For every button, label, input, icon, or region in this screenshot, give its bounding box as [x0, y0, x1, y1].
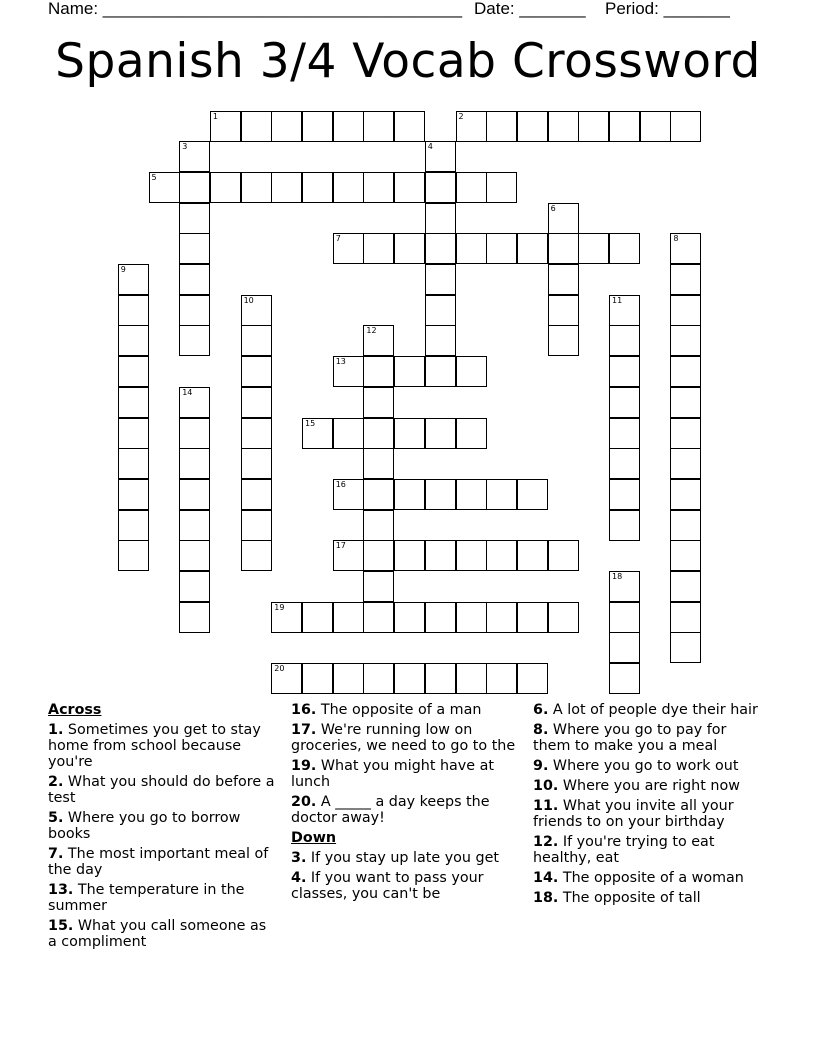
crossword-cell[interactable] — [118, 387, 149, 418]
clue-number: 7 — [335, 234, 341, 244]
clue-number: 4 — [427, 142, 433, 152]
period-field[interactable]: Period: _______ — [605, 0, 730, 18]
crossword-cell[interactable] — [271, 111, 302, 142]
clues-column-2 — [291, 702, 516, 906]
crossword-cell[interactable] — [118, 448, 149, 479]
crossword-cell[interactable] — [609, 111, 640, 142]
crossword-cell[interactable] — [425, 479, 456, 510]
crossword-cell[interactable] — [425, 264, 456, 295]
crossword-cell[interactable] — [456, 479, 487, 510]
crossword-cell[interactable] — [486, 602, 517, 633]
crossword-cell[interactable] — [179, 479, 210, 510]
crossword-cell[interactable] — [425, 233, 456, 264]
crossword-cell[interactable] — [363, 356, 394, 387]
across-clues-list — [48, 722, 276, 950]
crossword-cell[interactable] — [456, 172, 487, 203]
crossword-cell[interactable] — [271, 172, 302, 203]
crossword-cell[interactable] — [425, 325, 456, 356]
crossword-cell[interactable] — [118, 264, 149, 295]
clue-item-text: Sometimes you get to stay home from school because you're — [48, 722, 261, 770]
crossword-cell[interactable] — [333, 111, 364, 142]
crossword-cell[interactable] — [394, 663, 425, 694]
date-field[interactable]: Date: _______ — [474, 0, 586, 18]
crossword-cell[interactable] — [363, 602, 394, 633]
clue-item — [533, 834, 763, 866]
crossword-cell[interactable] — [670, 387, 701, 418]
crossword-cell[interactable] — [241, 325, 272, 356]
clue-item-text: If you want to pass your classes, you can't be — [291, 870, 484, 902]
crossword-cell[interactable] — [118, 510, 149, 541]
crossword-cell[interactable] — [271, 602, 302, 633]
crossword-cell[interactable] — [548, 540, 579, 571]
clue-item-number: 16. — [291, 702, 317, 718]
clue-item-text: What you should do before a test — [48, 774, 275, 806]
crossword-cell[interactable] — [179, 418, 210, 449]
crossword-cell[interactable] — [241, 479, 272, 510]
crossword-cell[interactable] — [179, 325, 210, 356]
clue-number: 19 — [274, 602, 285, 612]
clue-item — [533, 702, 763, 718]
crossword-cell[interactable] — [486, 540, 517, 571]
crossword-cell[interactable] — [118, 479, 149, 510]
clue-item-number: 6. — [533, 702, 549, 718]
clue-item-text: If you're trying to eat healthy, eat — [533, 834, 715, 866]
clue-item-number: 11. — [533, 798, 559, 814]
crossword-cell[interactable] — [425, 663, 456, 694]
clue-item — [533, 722, 763, 754]
crossword-cell[interactable] — [425, 203, 456, 234]
down-heading: Down — [291, 830, 337, 846]
crossword-cell[interactable] — [394, 233, 425, 264]
clue-item-number: 5. — [48, 810, 64, 826]
clue-item-number: 4. — [291, 870, 307, 886]
clue-item — [291, 850, 516, 866]
clue-item — [291, 702, 516, 718]
crossword-cell[interactable] — [363, 571, 394, 602]
clue-item-text: The most important meal of the day — [48, 846, 269, 878]
clue-number: 2 — [458, 111, 464, 121]
clue-item-text: The opposite of a woman — [558, 870, 744, 886]
crossword-cell[interactable] — [548, 203, 579, 234]
clue-item-number: 7. — [48, 846, 64, 862]
crossword-cell[interactable] — [670, 448, 701, 479]
crossword-cell[interactable] — [548, 602, 579, 633]
crossword-cell[interactable] — [241, 540, 272, 571]
crossword-cell[interactable] — [179, 571, 210, 602]
clue-item-text: Where you go to borrow books — [48, 810, 241, 842]
crossword-cell[interactable] — [394, 479, 425, 510]
clue-number: 1 — [212, 111, 218, 121]
crossword-cell[interactable] — [118, 295, 149, 326]
crossword-cell[interactable] — [118, 325, 149, 356]
clue-item — [48, 918, 276, 950]
crossword-cell[interactable] — [394, 111, 425, 142]
crossword-cell[interactable] — [179, 203, 210, 234]
clue-item-number: 9. — [533, 758, 549, 774]
clue-item-text: If you stay up late you get — [306, 850, 500, 866]
clue-item-number: 14. — [533, 870, 559, 886]
crossword-cell[interactable] — [394, 418, 425, 449]
clue-item — [533, 778, 763, 794]
clue-item-number: 15. — [48, 918, 74, 934]
clue-item — [48, 846, 276, 878]
crossword-cell[interactable] — [609, 571, 640, 602]
crossword-cell[interactable] — [425, 418, 456, 449]
clue-item-number: 3. — [291, 850, 307, 866]
crossword-cell[interactable] — [363, 418, 394, 449]
crossword-cell[interactable] — [425, 295, 456, 326]
crossword-cell[interactable] — [394, 540, 425, 571]
clue-item-text: The opposite of a man — [316, 702, 482, 718]
clue-number: 17 — [335, 541, 346, 551]
crossword-cell[interactable] — [363, 172, 394, 203]
crossword-cell[interactable] — [118, 356, 149, 387]
crossword-cell[interactable] — [394, 602, 425, 633]
crossword-cell[interactable] — [517, 602, 548, 633]
crossword-cell[interactable] — [210, 172, 241, 203]
clue-item-text: What you invite all your friends to on your birthday — [533, 798, 734, 830]
clue-item — [291, 722, 516, 754]
crossword-cell[interactable] — [456, 233, 487, 264]
name-field[interactable]: Name: ______________________________________ — [48, 0, 463, 18]
crossword-cell[interactable] — [548, 264, 579, 295]
crossword-cell[interactable] — [670, 571, 701, 602]
crossword-cell[interactable] — [486, 479, 517, 510]
clue-number: 13 — [335, 357, 346, 367]
crossword-cell[interactable] — [670, 418, 701, 449]
clue-item-text: Where you are right now — [558, 778, 740, 794]
clue-item — [48, 774, 276, 806]
crossword-cell[interactable] — [517, 663, 548, 694]
crossword-cell[interactable] — [333, 233, 364, 264]
crossword-cell[interactable] — [670, 602, 701, 633]
crossword-cell[interactable] — [486, 172, 517, 203]
crossword-cell[interactable] — [363, 540, 394, 571]
crossword-cell[interactable] — [425, 540, 456, 571]
clue-item-text: A _____ a day keeps the doctor away! — [291, 794, 490, 826]
crossword-cell[interactable] — [548, 295, 579, 326]
crossword-cell[interactable] — [179, 387, 210, 418]
clue-item — [48, 882, 276, 914]
clue-number: 16 — [335, 479, 346, 489]
clue-item-text: Where you go to pay for them to make you a meal — [533, 722, 727, 754]
clue-item-number: 8. — [533, 722, 549, 738]
crossword-cell[interactable] — [241, 111, 272, 142]
crossword-cell[interactable] — [670, 264, 701, 295]
crossword-cell[interactable] — [302, 418, 333, 449]
crossword-cell[interactable] — [670, 632, 701, 663]
crossword-cell[interactable] — [609, 602, 640, 633]
crossword-cell[interactable] — [271, 663, 302, 694]
crossword-cell[interactable] — [363, 325, 394, 356]
clue-item-text: What you might have at lunch — [291, 758, 494, 790]
crossword-cell[interactable] — [548, 325, 579, 356]
crossword-cell[interactable] — [670, 356, 701, 387]
crossword-cell[interactable] — [425, 602, 456, 633]
crossword-cell[interactable] — [609, 632, 640, 663]
clue-item — [533, 798, 763, 830]
crossword-cell[interactable] — [179, 448, 210, 479]
crossword-cell[interactable] — [670, 295, 701, 326]
clue-item — [48, 722, 276, 770]
crossword-cell[interactable] — [456, 356, 487, 387]
clue-number: 12 — [366, 326, 377, 336]
crossword-cell[interactable] — [363, 233, 394, 264]
crossword-cell[interactable] — [670, 540, 701, 571]
crossword-cell[interactable] — [548, 111, 579, 142]
crossword-cell[interactable] — [517, 540, 548, 571]
crossword-cell[interactable] — [363, 448, 394, 479]
crossword-cell[interactable] — [609, 356, 640, 387]
crossword-cell[interactable] — [670, 233, 701, 264]
crossword-cell[interactable] — [363, 111, 394, 142]
clue-item — [533, 890, 763, 906]
crossword-cell[interactable] — [179, 141, 210, 172]
clue-number: 11 — [612, 295, 623, 305]
clues-column-3 — [533, 702, 763, 910]
crossword-cell[interactable] — [118, 540, 149, 571]
clue-number: 6 — [550, 203, 556, 213]
crossword-cell[interactable] — [302, 172, 333, 203]
crossword-cell[interactable] — [179, 602, 210, 633]
crossword-cell[interactable] — [333, 356, 364, 387]
clue-item — [291, 794, 516, 826]
crossword-cell[interactable] — [363, 387, 394, 418]
crossword-cell[interactable] — [517, 479, 548, 510]
crossword-cell[interactable] — [241, 418, 272, 449]
crossword-cell[interactable] — [333, 418, 364, 449]
crossword-cell[interactable] — [333, 540, 364, 571]
crossword-cell[interactable] — [456, 111, 487, 142]
crossword-cell[interactable] — [241, 387, 272, 418]
clue-number: 9 — [120, 265, 126, 274]
crossword-cell[interactable] — [241, 510, 272, 541]
crossword-cell[interactable] — [609, 663, 640, 694]
crossword-cell[interactable] — [517, 111, 548, 142]
crossword-cell[interactable] — [179, 510, 210, 541]
clue-item-number: 17. — [291, 722, 317, 738]
clue-number: 10 — [243, 295, 254, 305]
crossword-cell[interactable] — [486, 233, 517, 264]
crossword-cell[interactable] — [670, 479, 701, 510]
crossword-cell[interactable] — [670, 111, 701, 142]
crossword-cell[interactable] — [363, 510, 394, 541]
crossword-cell[interactable] — [241, 172, 272, 203]
crossword-cell[interactable] — [179, 295, 210, 326]
clue-item — [533, 870, 763, 886]
crossword-cell[interactable] — [179, 540, 210, 571]
crossword-cell[interactable] — [241, 295, 272, 326]
crossword-cell[interactable] — [609, 418, 640, 449]
clue-item-number: 18. — [533, 890, 559, 906]
crossword-cell[interactable] — [609, 233, 640, 264]
crossword-cell[interactable] — [640, 111, 671, 142]
crossword-cell[interactable] — [333, 602, 364, 633]
crossword-cell[interactable] — [333, 479, 364, 510]
crossword-cell[interactable] — [363, 479, 394, 510]
crossword-cell[interactable] — [425, 141, 456, 172]
clue-number: 3 — [182, 142, 188, 152]
crossword-cell[interactable] — [517, 233, 548, 264]
clue-item-text: A lot of people dye their hair — [548, 702, 758, 718]
clue-item-number: 1. — [48, 722, 64, 738]
crossword-cell[interactable] — [425, 356, 456, 387]
page-title: Spanish 3/4 Vocab Crossword — [55, 34, 761, 89]
clue-item — [48, 810, 276, 842]
clue-number: 15 — [305, 418, 316, 428]
crossword-cell[interactable] — [302, 602, 333, 633]
clue-item-text: We're running low on groceries, we need to go to the — [291, 722, 516, 754]
clue-item — [291, 758, 516, 790]
crossword-cell[interactable] — [241, 448, 272, 479]
clue-item-text: The opposite of tall — [558, 890, 701, 906]
crossword-cell[interactable] — [456, 540, 487, 571]
crossword-cell[interactable] — [670, 325, 701, 356]
crossword-cell[interactable] — [179, 264, 210, 295]
clue-item-number: 20. — [291, 794, 317, 810]
crossword-cell[interactable] — [456, 663, 487, 694]
crossword-cell[interactable] — [333, 663, 364, 694]
clue-item-number: 2. — [48, 774, 64, 790]
crossword-cell[interactable] — [486, 111, 517, 142]
across-heading: Across — [48, 702, 102, 718]
crossword-cell[interactable] — [609, 387, 640, 418]
crossword-cell[interactable] — [394, 356, 425, 387]
clue-item-number: 12. — [533, 834, 559, 850]
crossword-cell[interactable] — [609, 325, 640, 356]
crossword-cell[interactable] — [394, 172, 425, 203]
crossword-cell[interactable] — [118, 418, 149, 449]
crossword-cell[interactable] — [670, 510, 701, 541]
clue-number: 14 — [182, 387, 193, 397]
down-clues-list-continued — [533, 702, 763, 906]
crossword-cell[interactable] — [363, 663, 394, 694]
clue-item-number: 13. — [48, 882, 74, 898]
across-clues-list-continued — [291, 702, 516, 826]
crossword-cell[interactable] — [609, 448, 640, 479]
clue-item — [533, 758, 763, 774]
clue-number: 20 — [274, 664, 285, 674]
crossword-cell[interactable] — [486, 663, 517, 694]
clue-item-number: 19. — [291, 758, 317, 774]
crossword-cell[interactable] — [609, 479, 640, 510]
crossword-cell[interactable] — [578, 111, 609, 142]
crossword-cell[interactable] — [241, 356, 272, 387]
clue-item-number: 10. — [533, 778, 559, 794]
clues-column-1 — [48, 702, 276, 954]
crossword-cell[interactable] — [609, 295, 640, 326]
crossword-cell[interactable] — [609, 510, 640, 541]
clue-number: 5 — [151, 172, 157, 182]
crossword-cell[interactable] — [456, 602, 487, 633]
clue-item-text: The temperature in the summer — [48, 882, 245, 914]
crossword-cell[interactable] — [302, 663, 333, 694]
crossword-cell[interactable] — [333, 172, 364, 203]
crossword-cell[interactable] — [456, 418, 487, 449]
crossword-cell[interactable] — [548, 233, 579, 264]
clue-number: 8 — [673, 234, 679, 244]
crossword-cell[interactable] — [210, 111, 241, 142]
clue-number: 18 — [612, 572, 623, 581]
crossword-cell[interactable] — [302, 111, 333, 142]
crossword-cell[interactable] — [149, 172, 180, 203]
down-clues-list — [291, 850, 516, 902]
clue-item — [291, 870, 516, 902]
crossword-cell[interactable] — [578, 233, 609, 264]
crossword-cell[interactable] — [179, 172, 210, 203]
crossword-cell[interactable] — [179, 233, 210, 264]
clue-item-text: Where you go to work out — [548, 758, 739, 774]
crossword-cell[interactable] — [425, 172, 456, 203]
clue-item-text: What you call someone as a compliment — [48, 918, 267, 950]
